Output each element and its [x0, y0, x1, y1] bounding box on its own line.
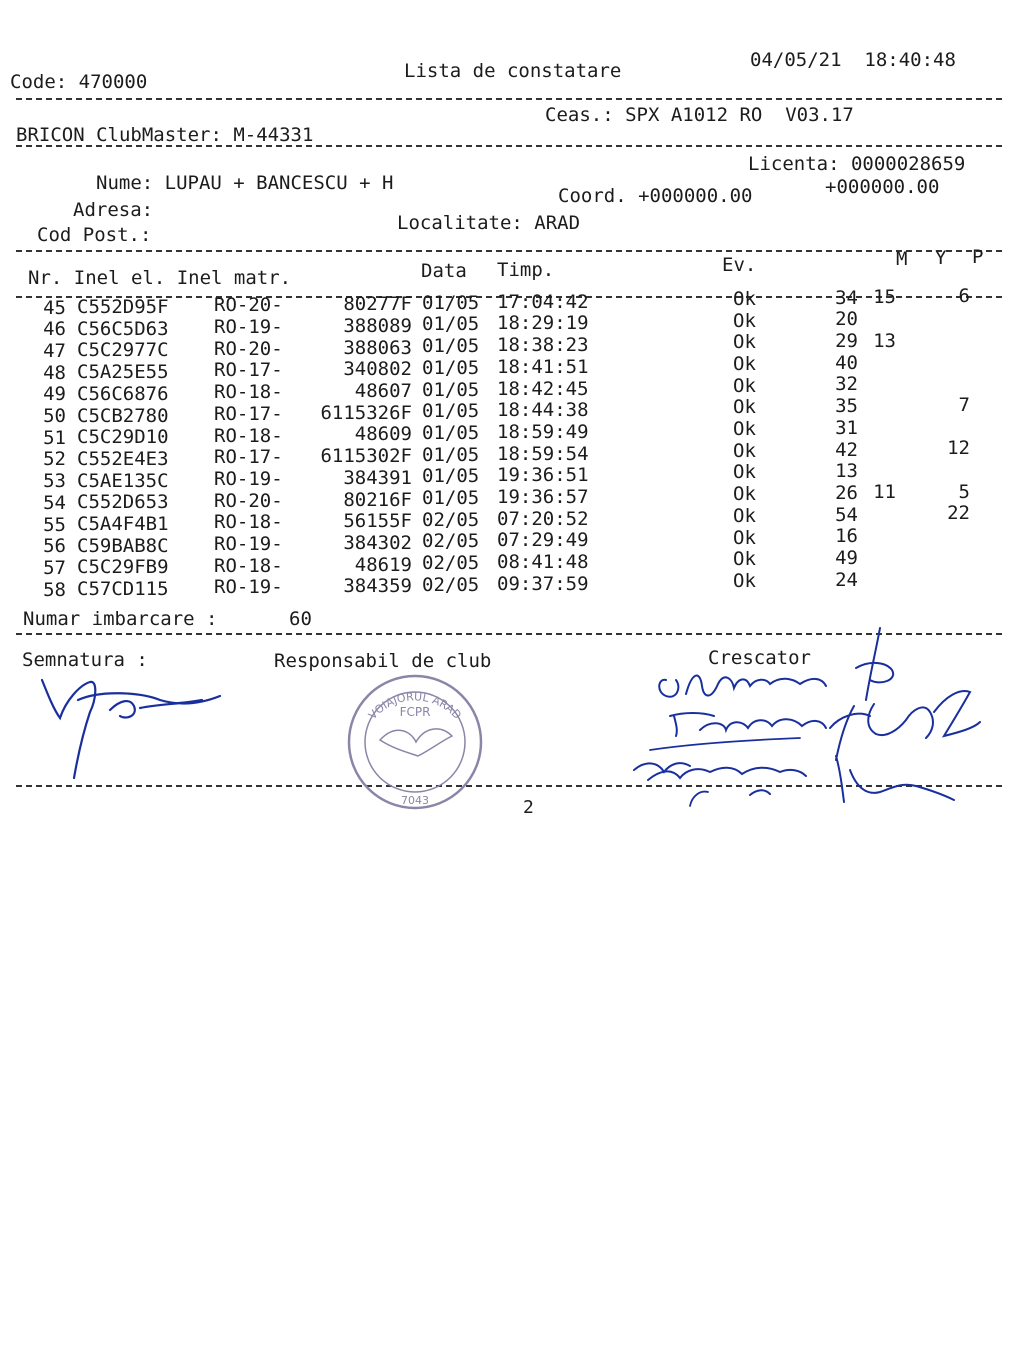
breeder-signatures	[630, 620, 1010, 835]
cell-ring-prefix: RO-19-	[214, 533, 283, 555]
boarding-count-value: 60	[289, 608, 312, 630]
cell-ring-number: 6115302F	[320, 445, 412, 468]
cell-event: Ok	[733, 526, 756, 549]
cell-time: 18:42:45	[497, 377, 589, 400]
cell-ring-prefix: RO-20-	[214, 294, 283, 317]
table-row	[0, 285, 1024, 319]
stamp-center-text: FCPR	[399, 705, 431, 719]
cell-nr: 55	[43, 513, 66, 536]
column-header-time: Timp.	[497, 259, 555, 281]
cell-time: 18:29:19	[497, 312, 589, 335]
signature-label: Semnatura :	[22, 649, 148, 671]
cell-time: 08:41:48	[497, 551, 589, 574]
cell-ring-number: 48607	[354, 380, 412, 403]
cell-ring-number: 56155F	[343, 510, 412, 533]
cell-date: 01/05	[422, 335, 480, 358]
column-header-data: Data	[421, 260, 467, 282]
cell-date: 01/05	[422, 487, 480, 510]
cell-nr: 47	[43, 339, 66, 362]
cell-ring-number: 384359	[343, 575, 412, 598]
cell-m: 32	[835, 373, 858, 396]
cell-time: 07:20:52	[497, 507, 589, 530]
cell-event: Ok	[733, 287, 756, 310]
coordinates-second: +000000.00	[825, 176, 940, 198]
cell-date: 01/05	[422, 313, 480, 336]
cell-ring-prefix: RO-17-	[214, 446, 283, 469]
cell-p: 22	[947, 502, 970, 525]
cell-electronic-ring: C59BAB8C	[77, 534, 169, 557]
cell-m: 40	[835, 351, 858, 374]
cell-date: 01/05	[422, 421, 480, 444]
cell-ring-prefix: RO-19-	[214, 576, 283, 599]
cell-p: 7	[958, 393, 970, 416]
cell-nr: 57	[43, 556, 66, 579]
boarding-count-label: Numar imbarcare :	[23, 608, 218, 630]
cell-m: 29	[835, 330, 858, 353]
cell-event: Ok	[733, 483, 756, 506]
club-stamp	[340, 672, 490, 812]
cell-date: 02/05	[422, 552, 480, 575]
cell-nr: 54	[43, 491, 66, 514]
cell-event: Ok	[733, 548, 756, 571]
cell-date: 01/05	[422, 465, 480, 488]
cell-date: 01/05	[422, 356, 480, 379]
cell-ring-prefix: RO-18-	[214, 381, 283, 404]
cell-ring-prefix: RO-20-	[214, 337, 283, 360]
cell-ring-prefix: RO-19-	[214, 316, 283, 338]
cell-electronic-ring: C5C29D10	[77, 426, 169, 449]
cell-nr: 51	[43, 426, 66, 449]
column-header-m: M	[896, 248, 908, 270]
stamp-bottom-text: 7043	[401, 794, 429, 807]
cell-nr: 52	[43, 448, 66, 471]
cell-y: 11	[873, 481, 896, 504]
cell-date: 01/05	[422, 378, 480, 401]
cell-nr: 50	[43, 405, 66, 427]
cell-ring-number: 80216F	[343, 488, 412, 511]
cell-ring-prefix: RO-18-	[214, 511, 283, 534]
cell-m: 16	[835, 525, 858, 548]
cell-time: 07:29:49	[497, 529, 589, 552]
locality-label: Localitate: ARAD	[397, 212, 581, 234]
cell-m: 20	[835, 308, 858, 331]
cell-ring-prefix: RO-18-	[214, 554, 283, 577]
postal-code-label: Cod Post.:	[37, 224, 152, 246]
coordinates-label: Coord. +000000.00	[558, 185, 753, 207]
cell-event: Ok	[733, 461, 756, 484]
cell-ring-number: 388089	[343, 314, 412, 337]
cell-m: 31	[835, 416, 858, 439]
cell-ring-number: 384391	[343, 466, 412, 489]
cell-date: 01/05	[422, 443, 480, 466]
cell-ring-prefix: RO-18-	[214, 424, 283, 447]
club-master-label: BRICON ClubMaster: M-44331	[16, 124, 314, 146]
cell-y: 13	[873, 329, 896, 352]
cell-date: 02/05	[422, 573, 480, 596]
cell-time: 18:41:51	[497, 355, 589, 378]
table-row	[0, 547, 1024, 579]
print-datetime: 04/05/21 18:40:48	[750, 49, 956, 71]
cell-event: Ok	[733, 504, 756, 527]
cell-electronic-ring: C5A4F4B1	[77, 513, 169, 536]
cell-ring-number: 384302	[343, 531, 412, 554]
address-label: Adresa:	[73, 199, 154, 221]
cell-electronic-ring: C57CD115	[77, 578, 169, 601]
cell-ring-number: 6115326F	[320, 401, 412, 424]
cell-ring-prefix: RO-19-	[214, 467, 283, 490]
clock-label: Ceas.: SPX A1012 RO V03.17	[545, 104, 854, 126]
cell-electronic-ring: C5A25E55	[77, 361, 169, 384]
cell-time: 18:59:54	[497, 442, 589, 465]
cell-nr: 48	[43, 361, 66, 384]
column-header-p: P	[972, 246, 984, 268]
cell-nr: 58	[43, 578, 66, 601]
table-row	[0, 351, 1024, 384]
cell-m: 35	[835, 395, 858, 418]
cell-ring-number: 388063	[343, 336, 412, 359]
club-responsible-label: Responsabil de club	[274, 650, 492, 672]
cell-m: 42	[835, 438, 858, 461]
cell-event: Ok	[733, 569, 756, 592]
cell-event: Ok	[733, 418, 756, 441]
column-header-rings: Nr. Inel el. Inel matr.	[28, 267, 292, 289]
cell-nr: 45	[43, 296, 66, 319]
cell-electronic-ring: C552D95F	[77, 296, 169, 319]
cell-m: 26	[835, 481, 858, 504]
cell-time: 18:59:49	[497, 420, 589, 443]
cell-event: Ok	[733, 331, 756, 354]
cell-nr: 53	[43, 470, 66, 493]
cell-time: 19:36:51	[497, 464, 589, 487]
cell-electronic-ring: C56C6876	[77, 382, 169, 405]
separator-line	[16, 250, 1002, 252]
cell-electronic-ring: C5C2977C	[77, 339, 169, 362]
cell-ring-prefix: RO-17-	[214, 359, 283, 382]
cell-m: 34	[835, 286, 858, 309]
column-header-y: Y	[935, 247, 947, 269]
cell-m: 24	[835, 568, 858, 591]
cell-nr: 56	[43, 535, 66, 558]
cell-time: 18:38:23	[497, 334, 589, 357]
cell-p: 12	[947, 437, 970, 460]
cell-event: Ok	[733, 309, 756, 332]
page-number: 2	[523, 797, 534, 818]
cell-event: Ok	[733, 439, 756, 462]
cell-date: 02/05	[422, 508, 480, 531]
cell-y: 15	[873, 286, 896, 309]
cell-electronic-ring: C552D653	[77, 491, 169, 514]
cell-electronic-ring: C5CB2780	[77, 404, 169, 427]
cell-nr: 46	[43, 318, 66, 341]
license-label: Licenta: 0000028659	[748, 153, 966, 175]
cell-event: Ok	[733, 374, 756, 397]
cell-time: 09:37:59	[497, 572, 589, 595]
cell-event: Ok	[733, 352, 756, 375]
cell-ring-prefix: RO-20-	[214, 489, 283, 512]
cell-electronic-ring: C5C29FB9	[77, 556, 169, 579]
cell-m: 13	[835, 460, 858, 483]
column-header-ev: Ev.	[722, 254, 757, 276]
cell-ring-number: 48619	[354, 553, 412, 576]
cell-date: 01/05	[422, 400, 480, 423]
cell-electronic-ring: C56C5D63	[77, 317, 169, 340]
code-label: Code: 470000	[10, 71, 148, 93]
signature-left	[30, 660, 250, 790]
cell-date: 02/05	[422, 530, 480, 553]
cell-ring-prefix: RO-17-	[214, 402, 283, 425]
separator-line	[16, 98, 1002, 100]
table-row	[0, 568, 1024, 601]
cell-time: 17:04:42	[497, 290, 589, 313]
cell-electronic-ring: C5AE135C	[77, 469, 169, 492]
table-row	[0, 373, 1024, 406]
cell-ring-number: 48609	[354, 423, 412, 446]
cell-time: 18:44:38	[497, 399, 589, 422]
cell-nr: 49	[43, 383, 66, 406]
cell-date: 01/05	[422, 291, 480, 314]
document-title: Lista de constatare	[404, 60, 622, 82]
cell-ring-number: 340802	[343, 358, 412, 381]
cell-m: 54	[835, 503, 858, 526]
cell-p: 5	[958, 480, 970, 503]
cell-ring-number: 80277F	[343, 293, 412, 316]
owner-name: Nume: LUPAU + BANCESCU + H	[96, 172, 394, 194]
cell-p: 6	[958, 285, 970, 308]
separator-line	[16, 145, 1002, 147]
cell-event: Ok	[733, 396, 756, 419]
cell-electronic-ring: C552E4E3	[77, 447, 169, 470]
stamp-top-text: VOIAJORUL ARAD	[366, 690, 464, 722]
cell-m: 49	[835, 547, 858, 570]
table-row	[0, 525, 1024, 558]
breeder-label: Crescator	[708, 647, 811, 669]
cell-time: 19:36:57	[497, 486, 589, 509]
